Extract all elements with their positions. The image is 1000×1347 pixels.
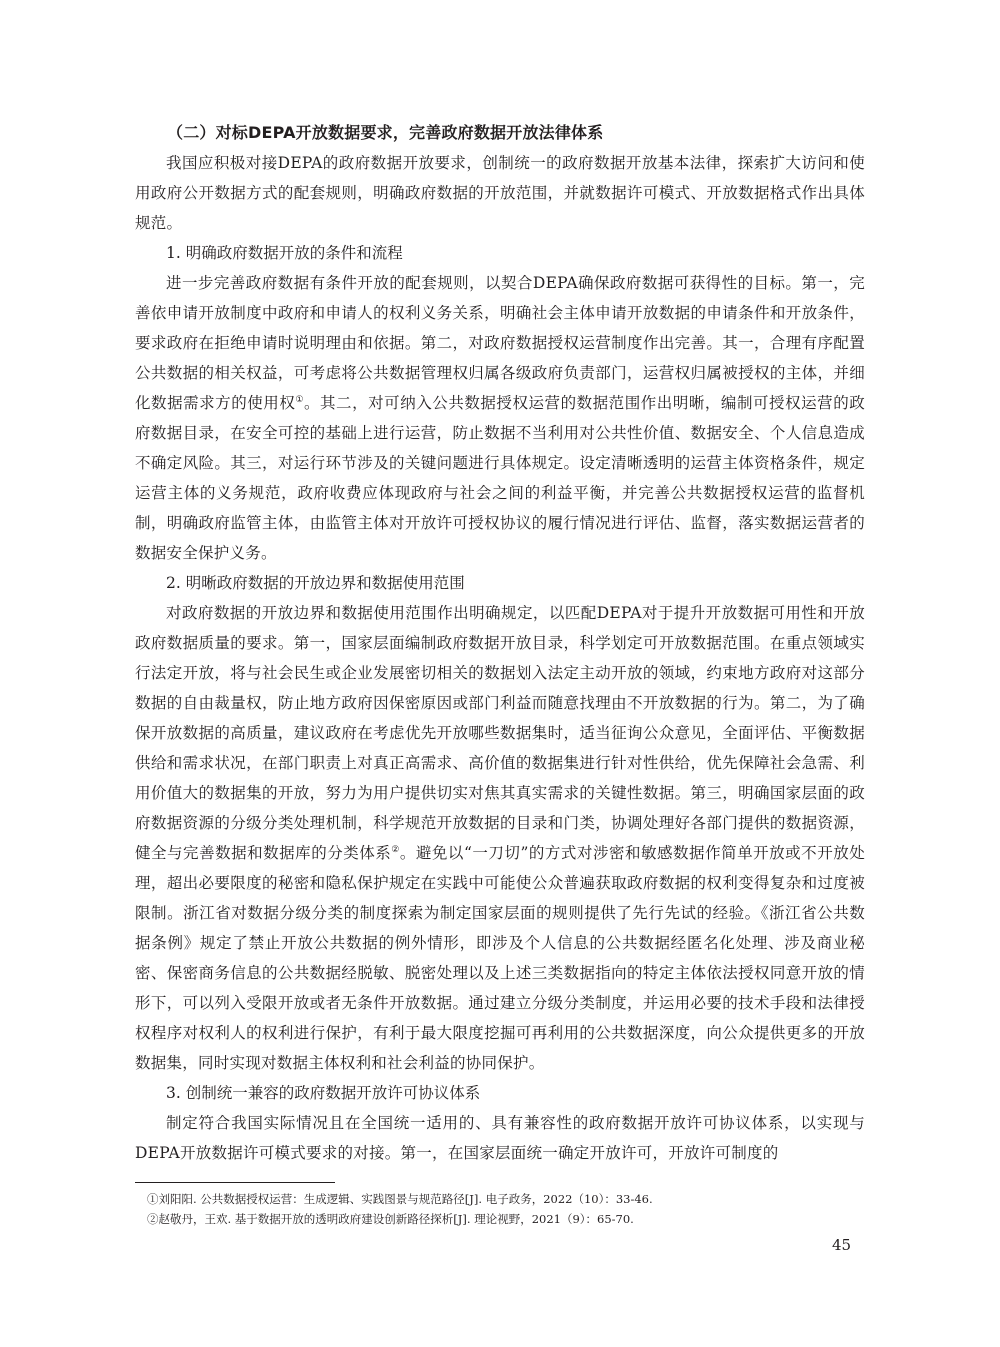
footnote-1: ①刘阳阳. 公共数据授权运营：生成逻辑、实践图景与规范路径[J]. 电子政务，2022（10）：33-46. [147,1192,653,1206]
subsection-3-title: 3. 创制统一兼容的政府数据开放许可协议体系 [166,1084,481,1102]
footnote-ref-2[interactable]: ② [391,844,400,855]
footnote-divider [135,1182,335,1183]
subsection-2-text-b: 。避免以“一刀切”的方式对涉密和敏感数据作简单开放或不开放处理，超出必要限度的秘密和隐私保护规定在实践中可能使公众普遍获取政府数据的权利变得复杂和过度被限制。浙江省对数据分级分类的制度探索为制定国家层面的规则提供了先行先试的经验。《浙江省公共数据条例》规定了禁止开放公共数据的例外情形，即涉及个人信息的公共数据经匿名化处理、涉及商业秘密、保密商务信息的公共数据经脱敏、脱密处理以及上述三类数据指向的特定主体依法授权同意开放的情形下，可以列入受限开放或者无条件开放数据。通过建立分级分类制度，并运用必要的技术手段和法律授权程序对权利人的权利进行保护，有利于最大限度挖掘可再利用的公共数据深度，向公众提供更多的开放数据集，同时实现对数据主体权利和社会利益的协同保护。 [135,844,865,1072]
subsection-1-title: 1. 明确政府数据开放的条件和流程 [166,244,403,262]
subsection-1-text-a: 进一步完善政府数据有条件开放的配套规则，以契合DEPA确保政府数据可获得性的目标。第一，完善依申请开放制度中政府和申请人的权利义务关系，明确社会主体申请开放数据的申请条件和开放条件，要求政府在拒绝申请时说明理由和依据。第二，对政府数据授权运营制度作出完善。其一，合理有序配置公共数据的相关权益，可考虑将公共数据管理权归属各级政府负责部门，运营权归属被授权的主体，并细化数据需求方的使用权 [135,274,865,412]
footnote-ref-1[interactable]: ① [295,394,304,405]
subsection-2-title: 2. 明晰政府数据的开放边界和数据使用范围 [166,574,465,592]
footnote-2: ②赵敬丹，王欢. 基于数据开放的透明政府建设创新路径探析[J]. 理论视野，2021（9）：65-70. [147,1212,634,1226]
section-heading: （二）对标DEPA开放数据要求，完善政府数据开放法律体系 [167,123,604,142]
page-number: 45 [832,1236,852,1254]
subsection-2-text-a: 对政府数据的开放边界和数据使用范围作出明确规定，以匹配DEPA对于提升开放数据可用性和开放政府数据质量的要求。第一，国家层面编制政府数据开放目录，科学划定可开放数据范围。在重点领域实行法定开放，将与社会民生或企业发展密切相关的数据划入法定主动开放的领域，约束地方政府对这部分数据的自由裁量权，防止地方政府因保密原因或部门利益而随意找理由不开放数据的行为。第二，为了确保开放数据的高质量，建议政府在考虑优先开放哪些数据集时，适当征询公众意见，全面评估、平衡数据供给和需求状况，在部门职责上对真正高需求、高价值的数据集进行针对性供给，优先保障社会急需、利用价值大的数据集的开放，努力为用户提供切实对焦其真实需求的关键性数据。第三，明确国家层面的政府数据资源的分级分类处理机制，科学规范开放数据的目录和门类，协调处理好各部门提供的数据资源，健全与完善数据和数据库的分类体系 [135,604,865,862]
subsection-2-paragraph [135,598,865,1078]
section-intro-paragraph: 我国应积极对接DEPA的政府数据开放要求，创制统一的政府数据开放基本法律，探索扩大访问和使用政府公开数据方式的配套规则，明确政府数据的开放范围，并就数据许可模式、开放数据格式作出具体规范。 [135,154,865,232]
footnotes [135,1182,865,1229]
subsection-1-paragraph [135,268,865,568]
subsection-1-text-b: 。其二，对可纳入公共数据授权运营的数据范围作出明晰，编制可授权运营的政府数据目录，在安全可控的基础上进行运营，防止数据不当利用对公共性价值、数据安全、个人信息造成不确定风险。其三，对运行环节涉及的关键问题进行具体规定。设定清晰透明的运营主体资格条件，规定运营主体的义务规范，政府收费应体现政府与社会之间的利益平衡，并完善公共数据授权运营的监督机制，明确政府监管主体，由监管主体对开放许可授权协议的履行情况进行评估、监督，落实数据运营者的数据安全保护义务。 [135,394,865,562]
subsection-3-paragraph: 制定符合我国实际情况且在全国统一适用的、具有兼容性的政府数据开放许可协议体系，以实现与DEPA开放数据许可模式要求的对接。第一，在国家层面统一确定开放许可，开放许可制度的 [135,1114,865,1162]
article-body [135,118,865,1168]
